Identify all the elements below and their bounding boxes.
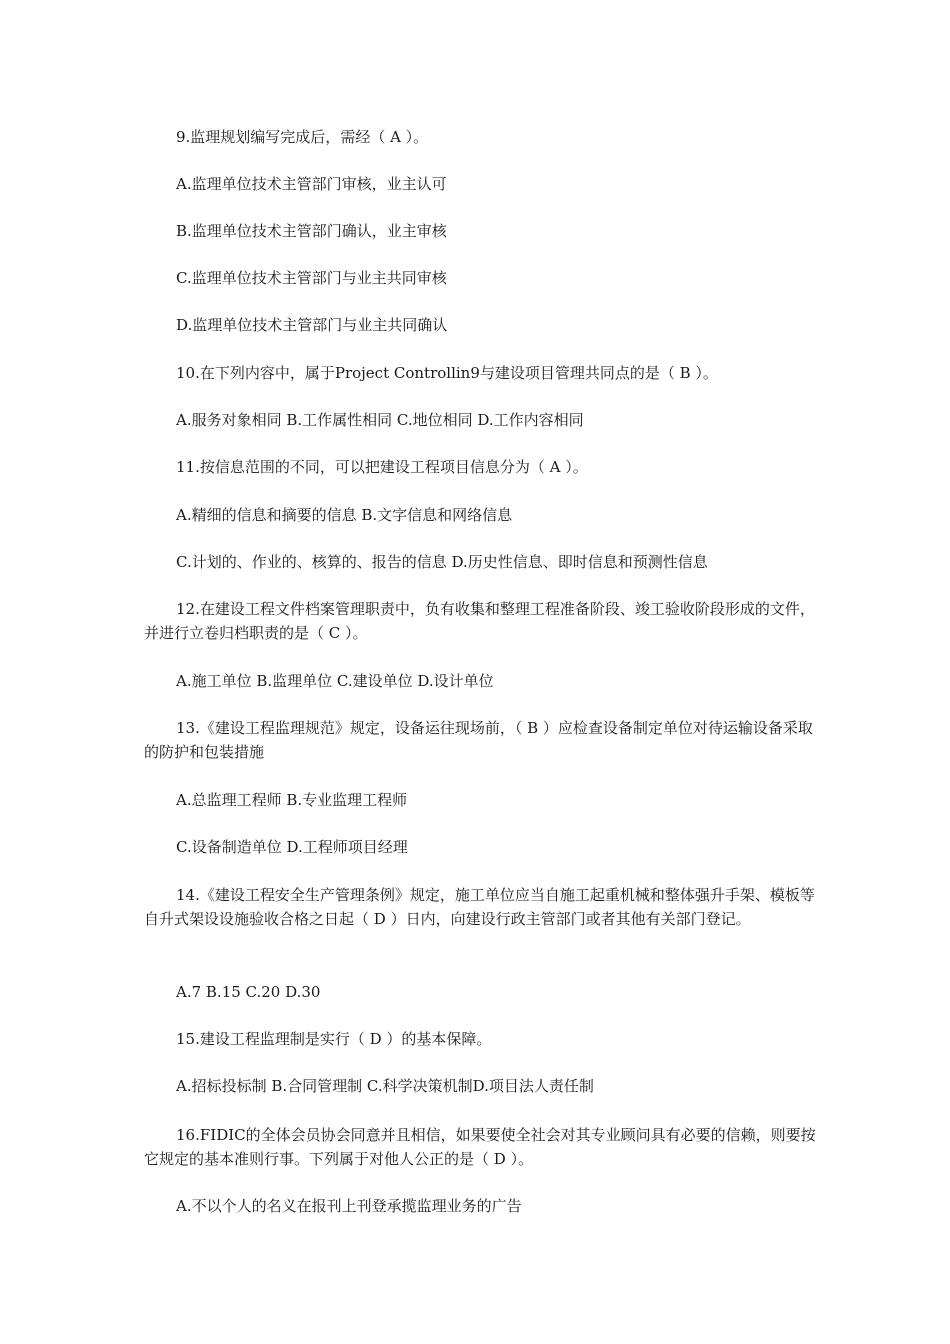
- option-line: A.精细的信息和摘要的信息 B.文字信息和网络信息: [176, 506, 513, 524]
- question-14: 14.《建设工程安全生产管理条例》规定，施工单位应当自施工起重机械和整体强升手架、模板等自升式架设设施验收合格之日起（ D ）日内，向建设行政主管部门或者其他有关部门登记。: [144, 886, 815, 928]
- question-15: 15.建设工程监理制是实行（ D ）的基本保障。: [176, 1030, 492, 1048]
- option-line: D.监理单位技术主管部门与业主共同确认: [176, 316, 448, 334]
- option-line: C.监理单位技术主管部门与业主共同审核: [176, 269, 447, 287]
- option-line: C.计划的、作业的、核算的、报告的信息 D.历史性信息、即时信息和预测性信息: [176, 553, 708, 571]
- option-line: A.监理单位技术主管部门审核，业主认可: [176, 175, 447, 193]
- question-10: 10.在下列内容中，属于Project Controllin9与建设项目管理共同点的是（ B ）。: [176, 364, 718, 382]
- option-line: B.监理单位技术主管部门确认，业主审核: [176, 222, 447, 240]
- question-12: 12.在建设工程文件档案管理职责中，负有收集和整理工程准备阶段、竣工验收阶段形成的文件，并进行立卷归档职责的是（ C ）。: [144, 600, 815, 642]
- question-11: 11.按信息范围的不同，可以把建设工程项目信息分为（ A ）。: [176, 458, 588, 476]
- option-line: A.7 B.15 C.20 D.30: [176, 983, 321, 1001]
- question-9: 9.监理规划编写完成后，需经（ A ）。: [176, 128, 429, 146]
- option-line: A.招标投标制 B.合同管理制 C.科学决策机制D.项目法人责任制: [176, 1077, 594, 1095]
- option-line: A.施工单位 B.监理单位 C.建设单位 D.设计单位: [176, 672, 494, 690]
- question-13: 13.《建设工程监理规范》规定，设备运往现场前，（ B ）应检查设备制定单位对待运输设备采取的防护和包装措施: [144, 719, 813, 761]
- option-line: A.服务对象相同 B.工作属性相同 C.地位相同 D.工作内容相同: [176, 411, 584, 429]
- option-line: A.不以个人的名义在报刊上刊登承揽监理业务的广告: [176, 1197, 522, 1215]
- question-16: 16.FIDIC的全体会员协会同意并且相信，如果要使全社会对其专业顾问具有必要的信赖，则要按它规定的基本准则行事。下列属于对他人公正的是（ D ）。: [144, 1126, 816, 1168]
- option-line: A.总监理工程师 B.专业监理工程师: [176, 791, 408, 809]
- option-line: C.设备制造单位 D.工程师项目经理: [176, 838, 408, 856]
